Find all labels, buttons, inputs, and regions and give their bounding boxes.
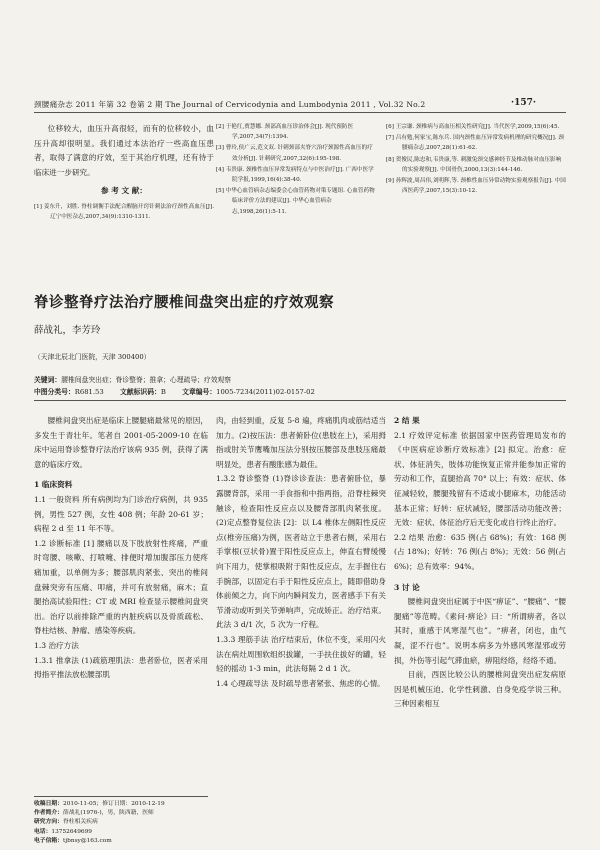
author-bio: 薛战礼(1976-)，男，陕西籍，医师	[63, 810, 154, 817]
reference-item: [1] 姜东升，刘胜. 脊柱调衡手法配合醒脑开窍针刺法治疗颈性高血压[J]. 辽宁中医杂志,2007,34(9):1310-1311.	[34, 203, 214, 221]
running-header: 颈腰痛杂志 2011 年第 32 卷第 2 期 The Journal of Cervicodynia and Lumbodynia 2011 , Vol.32 No.2	[34, 100, 426, 109]
keywords-block	[34, 374, 315, 398]
intro-paragraph: 腰椎间盘突出症是临床上腰腿痛最常见的原因，多发生于青壮年。笔者自 2001-05-2009-10 在临床中运用脊诊整脊疗法治疗该病 935 例，获得了满意的临床疗效。	[34, 416, 208, 469]
paragraph: 1.4 心理疏导法 及时疏导患者紧张、焦虑的心情。	[216, 678, 385, 688]
keywords-line	[34, 374, 315, 386]
keywords-rule	[34, 400, 566, 401]
article-id: 1005-7234(2011)02-0157-02	[216, 388, 315, 396]
section-heading: 1 临床资料	[34, 480, 73, 490]
email-label: 电子信箱：	[34, 837, 63, 844]
page-number: ·157·	[511, 98, 537, 108]
section-heading: 2 结 果	[394, 416, 420, 425]
article-title: 脊诊整脊疗法治疗腰椎间盘突出症的疗效观察	[34, 294, 334, 311]
author-bio-label: 作者简介：	[34, 810, 63, 817]
reference-item: [5] 中华心血管病杂志编委会心血管药物对策专题组. 心血管药物临床评价方法的建议[J]. 中华心血管病杂志,1998,26(1):5-11.	[216, 188, 375, 215]
prev-article-text: 位移较大，血压升高很轻，而有的位移较小，血压升高却很明显。我们通过本法治疗一些高血压患者，取得了满意的疗效，至于其治疗机理，还有待于临床进一步研究。	[34, 124, 214, 177]
keywords: 腰椎间盘突出症；脊诊整脊；推拿；心理疏导；疗效观察	[61, 376, 232, 384]
article-affiliation: （天津北辰北门医院，天津 300400）	[34, 353, 151, 361]
footnote	[34, 800, 208, 846]
article-authors: 薛战礼，李芳玲	[34, 325, 101, 336]
doc-code: B	[160, 388, 166, 396]
prev-article-column	[34, 122, 214, 223]
body-column-1	[34, 414, 208, 794]
article-id-label: 文章编号：	[182, 388, 217, 396]
footnote-rule	[34, 796, 208, 797]
phone: 13752649699	[51, 828, 92, 835]
research-area: 脊柱相关疾病	[63, 819, 98, 826]
doc-code-label: 文献标识码：	[120, 388, 161, 396]
phone-label: 电话：	[34, 828, 52, 835]
references-column-2	[216, 122, 376, 218]
references-column-3	[386, 122, 566, 197]
reference-item: [6] 王宗谦. 颈椎病与高血压相关性研究[J]. 当代医学,2009,15(6):45.	[386, 124, 560, 130]
research-label: 研究方向：	[34, 819, 63, 826]
body-column-3	[394, 414, 566, 834]
paragraph: 1.3.3 理筋手法 治疗结束后，休位不变，采用闪火法在病灶周围软组织拔罐，一手扶住拔好的罐，轻轻的摇动 1-3 min，此法每隔 2 d 1 次。	[216, 634, 386, 674]
paragraph: 1.2 诊断标准 [1] 腰痛以及下肢放射性疼痛，严重时弯腰、咳嗽、打喷嚏、排便时增加腹部压力使疼痛加重，以单侧为多；腰部肌肉紧张、突出的椎间盘棘突旁有压痛、叩痛，并可有放射痛，麻木；直腿抬高试验阳性；CT 或 MRI 检查显示腰椎间盘突出。治疗以前排除严重的内脏疾病以及骨质疏松、脊柱结核、肿瘤、感染等疾病。	[34, 538, 208, 636]
paragraph: 2.2 结果 治愈：635 例(占 68%)；有效：168 例(占 18%)；好转：76 例(占 8%)；无效：56 例(占 6%)；总有效率：94%。	[394, 532, 566, 571]
paragraph: 腰椎间盘突出症属于中医“痹证”、“腰痛”、“腰腿痛”等范畴。《素问·痹论》曰：“所谓痹者，各以其时，重感于风寒湿气也”。“痹者，闭也，血气凝，涩不行也”。说明本病多为外感风寒湿邪或劳损，外伤等引起气滞血瘀，痹阻经络，经络不通。	[394, 597, 566, 665]
email: tjbnsy@163.com	[63, 837, 112, 844]
paragraph: 1.3.1 推拿法 (1)疏筋理肌法：患者卧位，医者采用拇指平推法放松腰部肌	[34, 655, 208, 680]
classification-line	[34, 386, 315, 398]
received-label: 收稿日期：	[34, 801, 63, 807]
reference-item: [8] 贺俊民,陈忠和,韦贵康,等. 刺激兔颈交感神经节及椎动脉对血压影响的实验观察[J]. 中国骨伤,2000,13(3):144-146.	[386, 156, 562, 173]
reference-item: [3] 曹玲,侯广云,范文双. 针刺颈部夹脊穴治疗颈源性高血压的疗效分析[J]. 针刺研究,2007,32(6):195-198.	[216, 145, 373, 162]
paragraph: 1.3.2 脊诊整脊 (1)脊诊诊查法：患者俯卧位，暴露腰背部，采用一手食指和中指两指，沿脊柱棘突触诊，检查阳性反应点以及腰背部肌肉紧张度。(2)定点整脊复位法 [2]：以 L4 椎体左侧阳性反应点(椎旁压痛)为例，医者站立于患者右侧，采用右手掌根(豆状骨)置于阳性反应点上，伸直右臂缓慢向下用力，使掌根吸附于阳性反应点，左手握住右手腕部，以固定右手于阳性反应点上，随即借助身体前倾之力，向下向内瞬间发力，医者感手下有关节滑动或听到关节弹响声，完成矫正。治疗结束。此法 3 d/1 次，5 次为一疗程。	[216, 474, 386, 630]
body-column-2	[216, 414, 386, 814]
paragraph: 1.1 一般资料 所有病例均为门诊治疗病例，共 935 例，男性 527 例，女性 408 例；年龄 20-61 岁；病程 2 d 至 11 年不等。	[34, 494, 208, 534]
clc-label: 中图分类号：	[34, 388, 75, 396]
reference-item: [7] 吕有勉,何家宝,陈东兵. 国内颈性血压异常发病机理的研究概况[J]. 颈腰痛杂志,2007,28(1):61-62.	[386, 135, 565, 152]
reference-item: [4] 韦贵康. 颈椎性血压异常发病特点与中医治疗[J]. 广西中医学院学报,1999,16(4):38-40.	[216, 166, 374, 184]
paragraph: 目前，西医比较公认的腰椎间盘突出症发病原因是机械压迫、化学性刺激、自身免疫学说三种。三种因素相互	[394, 670, 566, 709]
header-rule	[34, 112, 566, 113]
keywords-label: 关键词：	[34, 376, 62, 384]
reference-item: [2] 于艳红,贾慧娜. 颈部高血压诊治体会[J]. 现代预防医学,2007,34(7):1394.	[216, 124, 354, 141]
references-heading: 参 考 文 献：	[101, 186, 147, 196]
section-heading: 3 讨 论	[394, 582, 420, 592]
received-date: 2010-11-05；修订日期：2010-12-19	[63, 801, 165, 807]
clc: R681.53	[74, 388, 104, 396]
paragraph: 1.3 治疗方法	[34, 640, 79, 650]
paragraph: 肉，由轻到重，反复 5-8 遍，疼痛肌肉或筋结适当加力。(2)按压法：患者俯卧位(患肢在上)，采用拇指或肘关节鹰嘴加压法分别按压腰部及患肢压痛最明显处，患者有酸胀感为最佳。	[216, 416, 386, 469]
reference-item: [9] 孙辉波,周昌伟,刘明辉,等. 颈椎性血压异常动物实验观察报告[J]. 中国西医药学,2007,15(3):10-12.	[386, 178, 566, 195]
paragraph: 2.1 疗效评定标准 依据国家中医药管理局发布的《中医病症诊断疗效标准》[2] 拟定。治愈：症状、体征消失，肢体功能恢复正常并能参加正常的劳动和工作，直腿抬高 70° 以上；有效：症状、体征减轻较，腰腿残留有不适或小腿麻木，功能活动基本正常；好转：症状减轻，腰部活动功能改善；无效：症状、体征治疗后无变化或自行终止治疗。	[394, 430, 566, 528]
